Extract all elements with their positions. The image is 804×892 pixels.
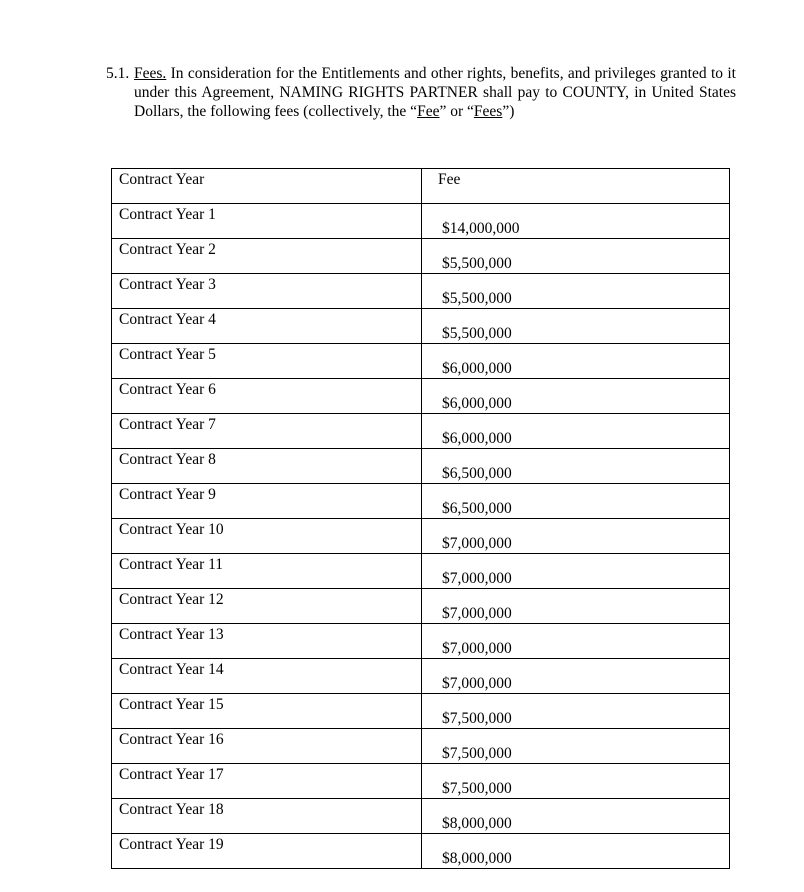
- contract-year-label: Contract Year 1: [119, 206, 216, 223]
- fee-cell: [422, 764, 730, 799]
- table-row: [112, 834, 730, 869]
- table-row: [112, 344, 730, 379]
- contract-year-cell: [112, 554, 422, 589]
- contract-year-label: Contract Year 10: [119, 521, 224, 538]
- contract-year-label: Contract Year 11: [119, 556, 224, 573]
- contract-year-cell: [112, 659, 422, 694]
- fee-cell: [422, 624, 730, 659]
- defined-term-fee: Fee: [417, 103, 440, 120]
- fee-amount: $7,500,000: [442, 710, 512, 727]
- fee-amount: $7,000,000: [442, 675, 512, 692]
- table-row: [112, 274, 730, 309]
- table-row: [112, 554, 730, 589]
- table-row: [112, 694, 730, 729]
- fee-amount: $7,000,000: [442, 535, 512, 552]
- fee-cell: [422, 834, 730, 869]
- contract-year-label: Contract Year 7: [119, 416, 216, 433]
- fee-amount: $5,500,000: [442, 325, 512, 342]
- fee-amount: $7,000,000: [442, 605, 512, 622]
- fee-cell: [422, 484, 730, 519]
- table-row: [112, 414, 730, 449]
- fees-clause: [106, 64, 736, 121]
- contract-year-cell: [112, 309, 422, 344]
- fee-cell: [422, 589, 730, 624]
- header-cell-contract-year: [112, 169, 422, 204]
- clause-text: [134, 64, 736, 121]
- contract-year-label: Contract Year 12: [119, 591, 224, 608]
- fee-cell: [422, 239, 730, 274]
- contract-year-cell: [112, 484, 422, 519]
- clause-text-before: In consideration for the Entitlements and other rights, benefits, and privileges granted to it under this Agreement, NAMING RIGHTS PARTNER shall pay to COUNTY, in United States Dollars, the following fees (collectively, the “: [134, 65, 736, 120]
- contract-year-cell: [112, 799, 422, 834]
- header-contract-year: Contract Year: [119, 171, 205, 188]
- fee-cell: [422, 309, 730, 344]
- contract-year-label: Contract Year 18: [119, 801, 224, 818]
- contract-year-label: Contract Year 14: [119, 661, 224, 678]
- fee-amount: $6,500,000: [442, 465, 512, 482]
- fee-amount: $7,000,000: [442, 640, 512, 657]
- contract-year-label: Contract Year 8: [119, 451, 216, 468]
- header-fee: Fee: [438, 171, 461, 188]
- fee-cell: [422, 379, 730, 414]
- table-row: [112, 379, 730, 414]
- contract-year-cell: [112, 274, 422, 309]
- fee-cell: [422, 799, 730, 834]
- table-row: [112, 589, 730, 624]
- contract-year-label: Contract Year 13: [119, 626, 224, 643]
- contract-year-label: Contract Year 16: [119, 731, 224, 748]
- fee-cell: [422, 449, 730, 484]
- clause-text-mid: ” or “: [439, 103, 474, 120]
- fee-amount: $8,000,000: [442, 850, 512, 867]
- contract-year-label: Contract Year 6: [119, 381, 216, 398]
- fee-amount: $14,000,000: [442, 220, 520, 237]
- contract-year-cell: [112, 379, 422, 414]
- contract-year-cell: [112, 694, 422, 729]
- table-row: [112, 309, 730, 344]
- fee-amount: $7,500,000: [442, 745, 512, 762]
- fee-amount: $5,500,000: [442, 290, 512, 307]
- table-row: [112, 484, 730, 519]
- fee-amount: $6,000,000: [442, 430, 512, 447]
- contract-year-label: Contract Year 15: [119, 696, 224, 713]
- header-cell-fee: [422, 169, 730, 204]
- contract-year-cell: [112, 239, 422, 274]
- contract-year-cell: [112, 204, 422, 239]
- fee-cell: [422, 519, 730, 554]
- contract-year-cell: [112, 834, 422, 869]
- table-row: [112, 624, 730, 659]
- contract-year-label: Contract Year 5: [119, 346, 216, 363]
- table-row: [112, 729, 730, 764]
- table-row: [112, 799, 730, 834]
- fee-amount: $6,500,000: [442, 500, 512, 517]
- fee-amount: $5,500,000: [442, 255, 512, 272]
- table-row: [112, 449, 730, 484]
- table-row: [112, 659, 730, 694]
- contract-year-cell: [112, 624, 422, 659]
- contract-year-cell: [112, 729, 422, 764]
- table-row: [112, 239, 730, 274]
- fee-cell: [422, 694, 730, 729]
- clause-text-end: ”): [502, 103, 515, 120]
- table-header-row: [112, 169, 730, 204]
- contract-year-label: Contract Year 9: [119, 486, 216, 503]
- contract-year-label: Contract Year 3: [119, 276, 216, 293]
- fee-cell: [422, 659, 730, 694]
- contract-year-cell: [112, 764, 422, 799]
- fee-amount: $7,000,000: [442, 570, 512, 587]
- fee-cell: [422, 414, 730, 449]
- fee-amount: $7,500,000: [442, 780, 512, 797]
- table-row: [112, 519, 730, 554]
- contract-year-cell: [112, 449, 422, 484]
- fee-schedule-table: [111, 168, 730, 869]
- contract-year-cell: [112, 344, 422, 379]
- fee-cell: [422, 204, 730, 239]
- table-row: [112, 204, 730, 239]
- contract-year-label: Contract Year 2: [119, 241, 216, 258]
- fee-amount: $6,000,000: [442, 360, 512, 377]
- fee-cell: [422, 274, 730, 309]
- fee-amount: $6,000,000: [442, 395, 512, 412]
- contract-year-label: Contract Year 4: [119, 311, 216, 328]
- contract-year-label: Contract Year 19: [119, 836, 224, 853]
- contract-year-cell: [112, 519, 422, 554]
- clause-number: 5.1.: [106, 65, 130, 82]
- clause-heading: Fees.: [134, 65, 167, 82]
- contract-year-cell: [112, 589, 422, 624]
- fee-cell: [422, 344, 730, 379]
- fee-cell: [422, 554, 730, 589]
- defined-term-fees: Fees: [473, 103, 503, 120]
- table-row: [112, 764, 730, 799]
- fee-amount: $8,000,000: [442, 815, 512, 832]
- fee-cell: [422, 729, 730, 764]
- contract-year-label: Contract Year 17: [119, 766, 224, 783]
- contract-year-cell: [112, 414, 422, 449]
